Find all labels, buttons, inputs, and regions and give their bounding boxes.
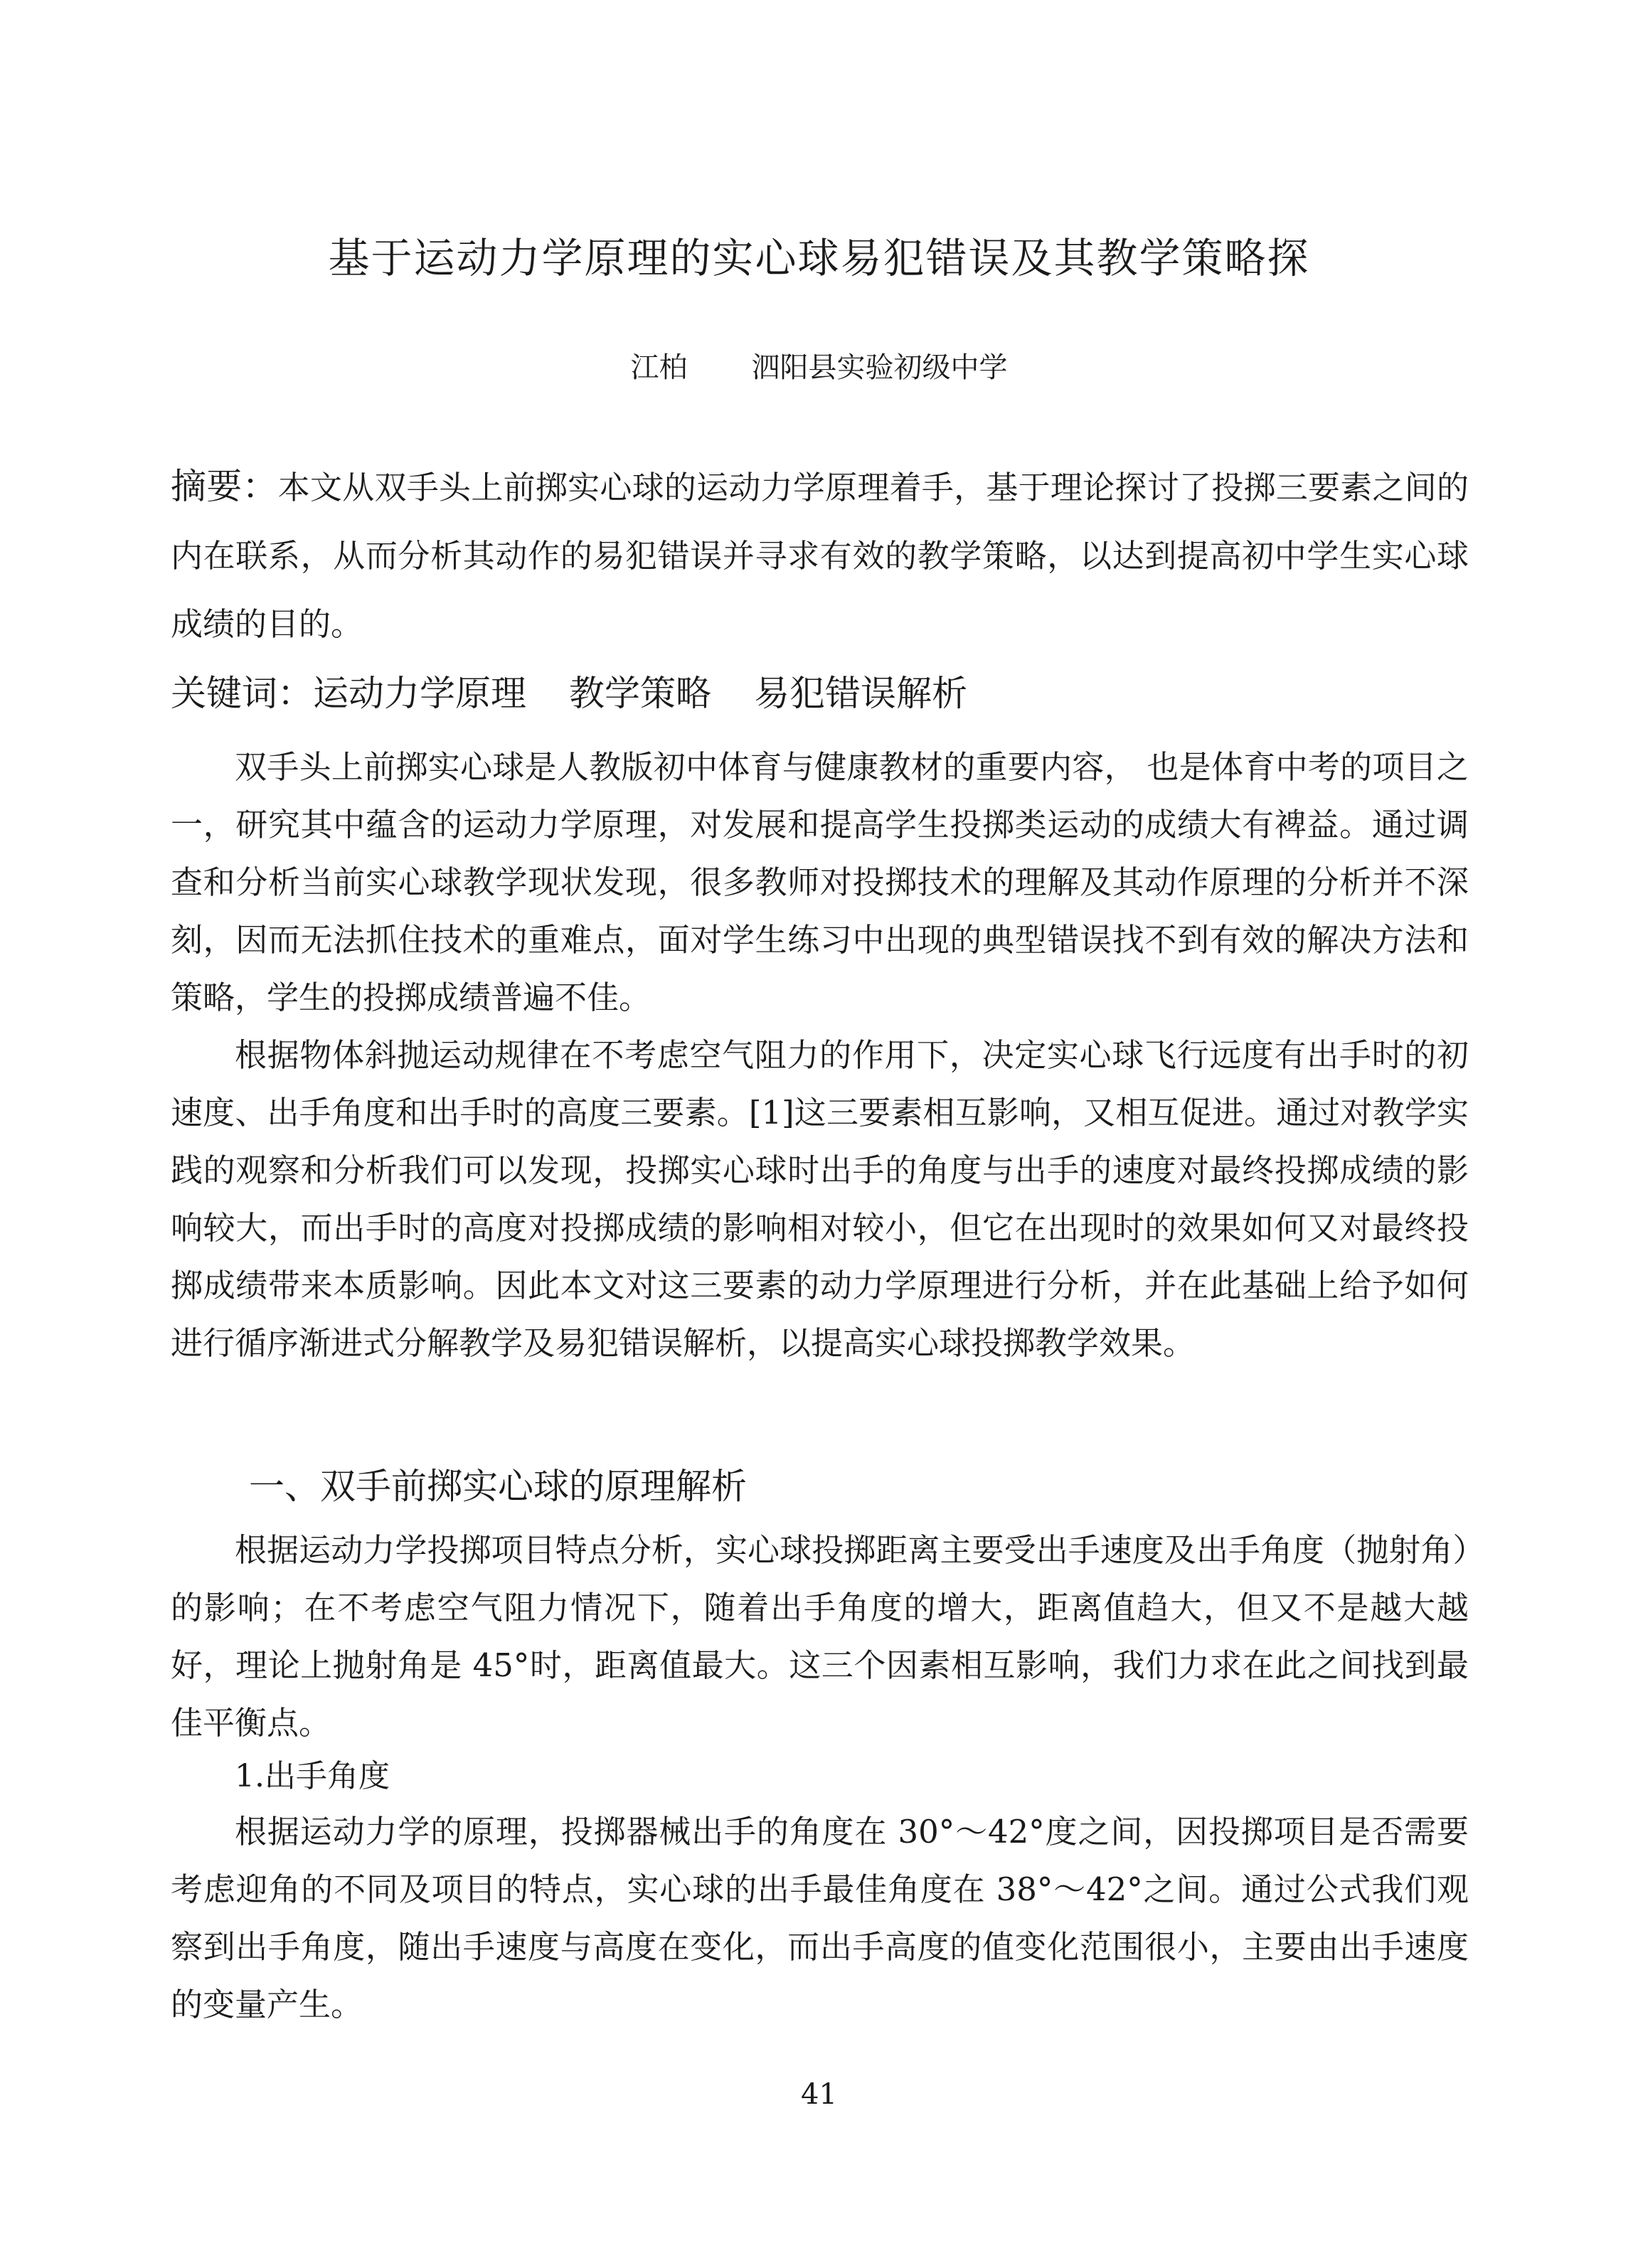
author-line bbox=[0, 346, 1638, 389]
paper-title: 基于运动力学原理的实心球易犯错误及其教学策略探 bbox=[328, 234, 1310, 282]
keyword-item: 运动力学原理 bbox=[313, 673, 526, 714]
subsection-heading bbox=[235, 1748, 390, 1805]
keywords bbox=[171, 658, 1469, 729]
page-number: 41 bbox=[801, 2078, 837, 2111]
author-affiliation: 泗阳县实验初级中学 bbox=[751, 351, 1008, 384]
body-paragraph: 根据物体斜抛运动规律在不考虑空气阻力的作用下，决定实心球飞行远度有出手时的初速度、出手角度和出手时的高度三要素。[1]这三要素相互影响，又相互促进。通过对教学实践的观察和分析我们可以发现，投掷实心球时出手的角度与出手的速度对最终投掷成绩的影响较大，而出手时的高度对投掷成绩的影响相对较小，但它在出现时的效果如何又对最终投掷成绩带来本质影响。因此本文对这三要素的动力学原理进行分析，并在此基础上给予如何进行循序渐进式分解教学及易犯错误解析，以提高实心球投掷教学效果。 bbox=[171, 1036, 1469, 1362]
keyword-item: 易犯错误解析 bbox=[754, 673, 967, 714]
abstract-label: 摘要： bbox=[171, 466, 278, 507]
body-paragraph: 双手头上前掷实心球是人教版初中体育与健康教材的重要内容， 也是体育中考的项目之一，研究其中蕴含的运动力学原理，对发展和提高学生投掷类运动的成绩大有裨益。通过调查和分析当前实心球教学现状发现，很多教师对投掷技术的理解及其动作原理的分析并不深刻，因而无法抓住技术的重难点，面对学生练习中出现的典型错误找不到有效的解决方法和策略，学生的投掷成绩普遍不佳。 bbox=[171, 748, 1469, 1016]
body-paragraph: 根据运动力学的原理，投掷器械出手的角度在 30°～42°度之间，因投掷项目是否需要考虑迎角的不同及项目的特点，实心球的出手最佳角度在 38°～42°之间。通过公式我们观察到出手角度，随出手速度与高度在变化，而出手高度的值变化范围很小，主要由出手速度的变量产生。 bbox=[171, 1813, 1469, 2023]
abstract bbox=[171, 452, 1469, 659]
subsection-title: 出手角度 bbox=[264, 1758, 390, 1794]
keyword-item: 教学策略 bbox=[569, 673, 711, 714]
abstract-text: 本文从双手头上前掷实心球的运动力学原理着手，基于理论探讨了投掷三要素之间的内在联系，从而分析其动作的易犯错误并寻求有效的教学策略，以达到提高初中学生实心球成绩的目的。 bbox=[171, 469, 1469, 643]
keywords-label: 关键词： bbox=[171, 673, 313, 714]
section-heading: 一、双手前掷实心球的原理解析 bbox=[249, 1466, 747, 1507]
body-paragraph: 根据运动力学投掷项目特点分析，实心球投掷距离主要受出手速度及出手角度（抛射角）的影响；在不考虑空气阻力情况下，随着出手角度的增大，距离值趋大，但又不是越大越好，理论上抛射角是 45°时，距离值最大。这三个因素相互影响，我们力求在此之间找到最佳平衡点。 bbox=[171, 1531, 1469, 1742]
author-name: 江柏 bbox=[630, 351, 688, 384]
subsection-number: 1. bbox=[235, 1758, 265, 1794]
